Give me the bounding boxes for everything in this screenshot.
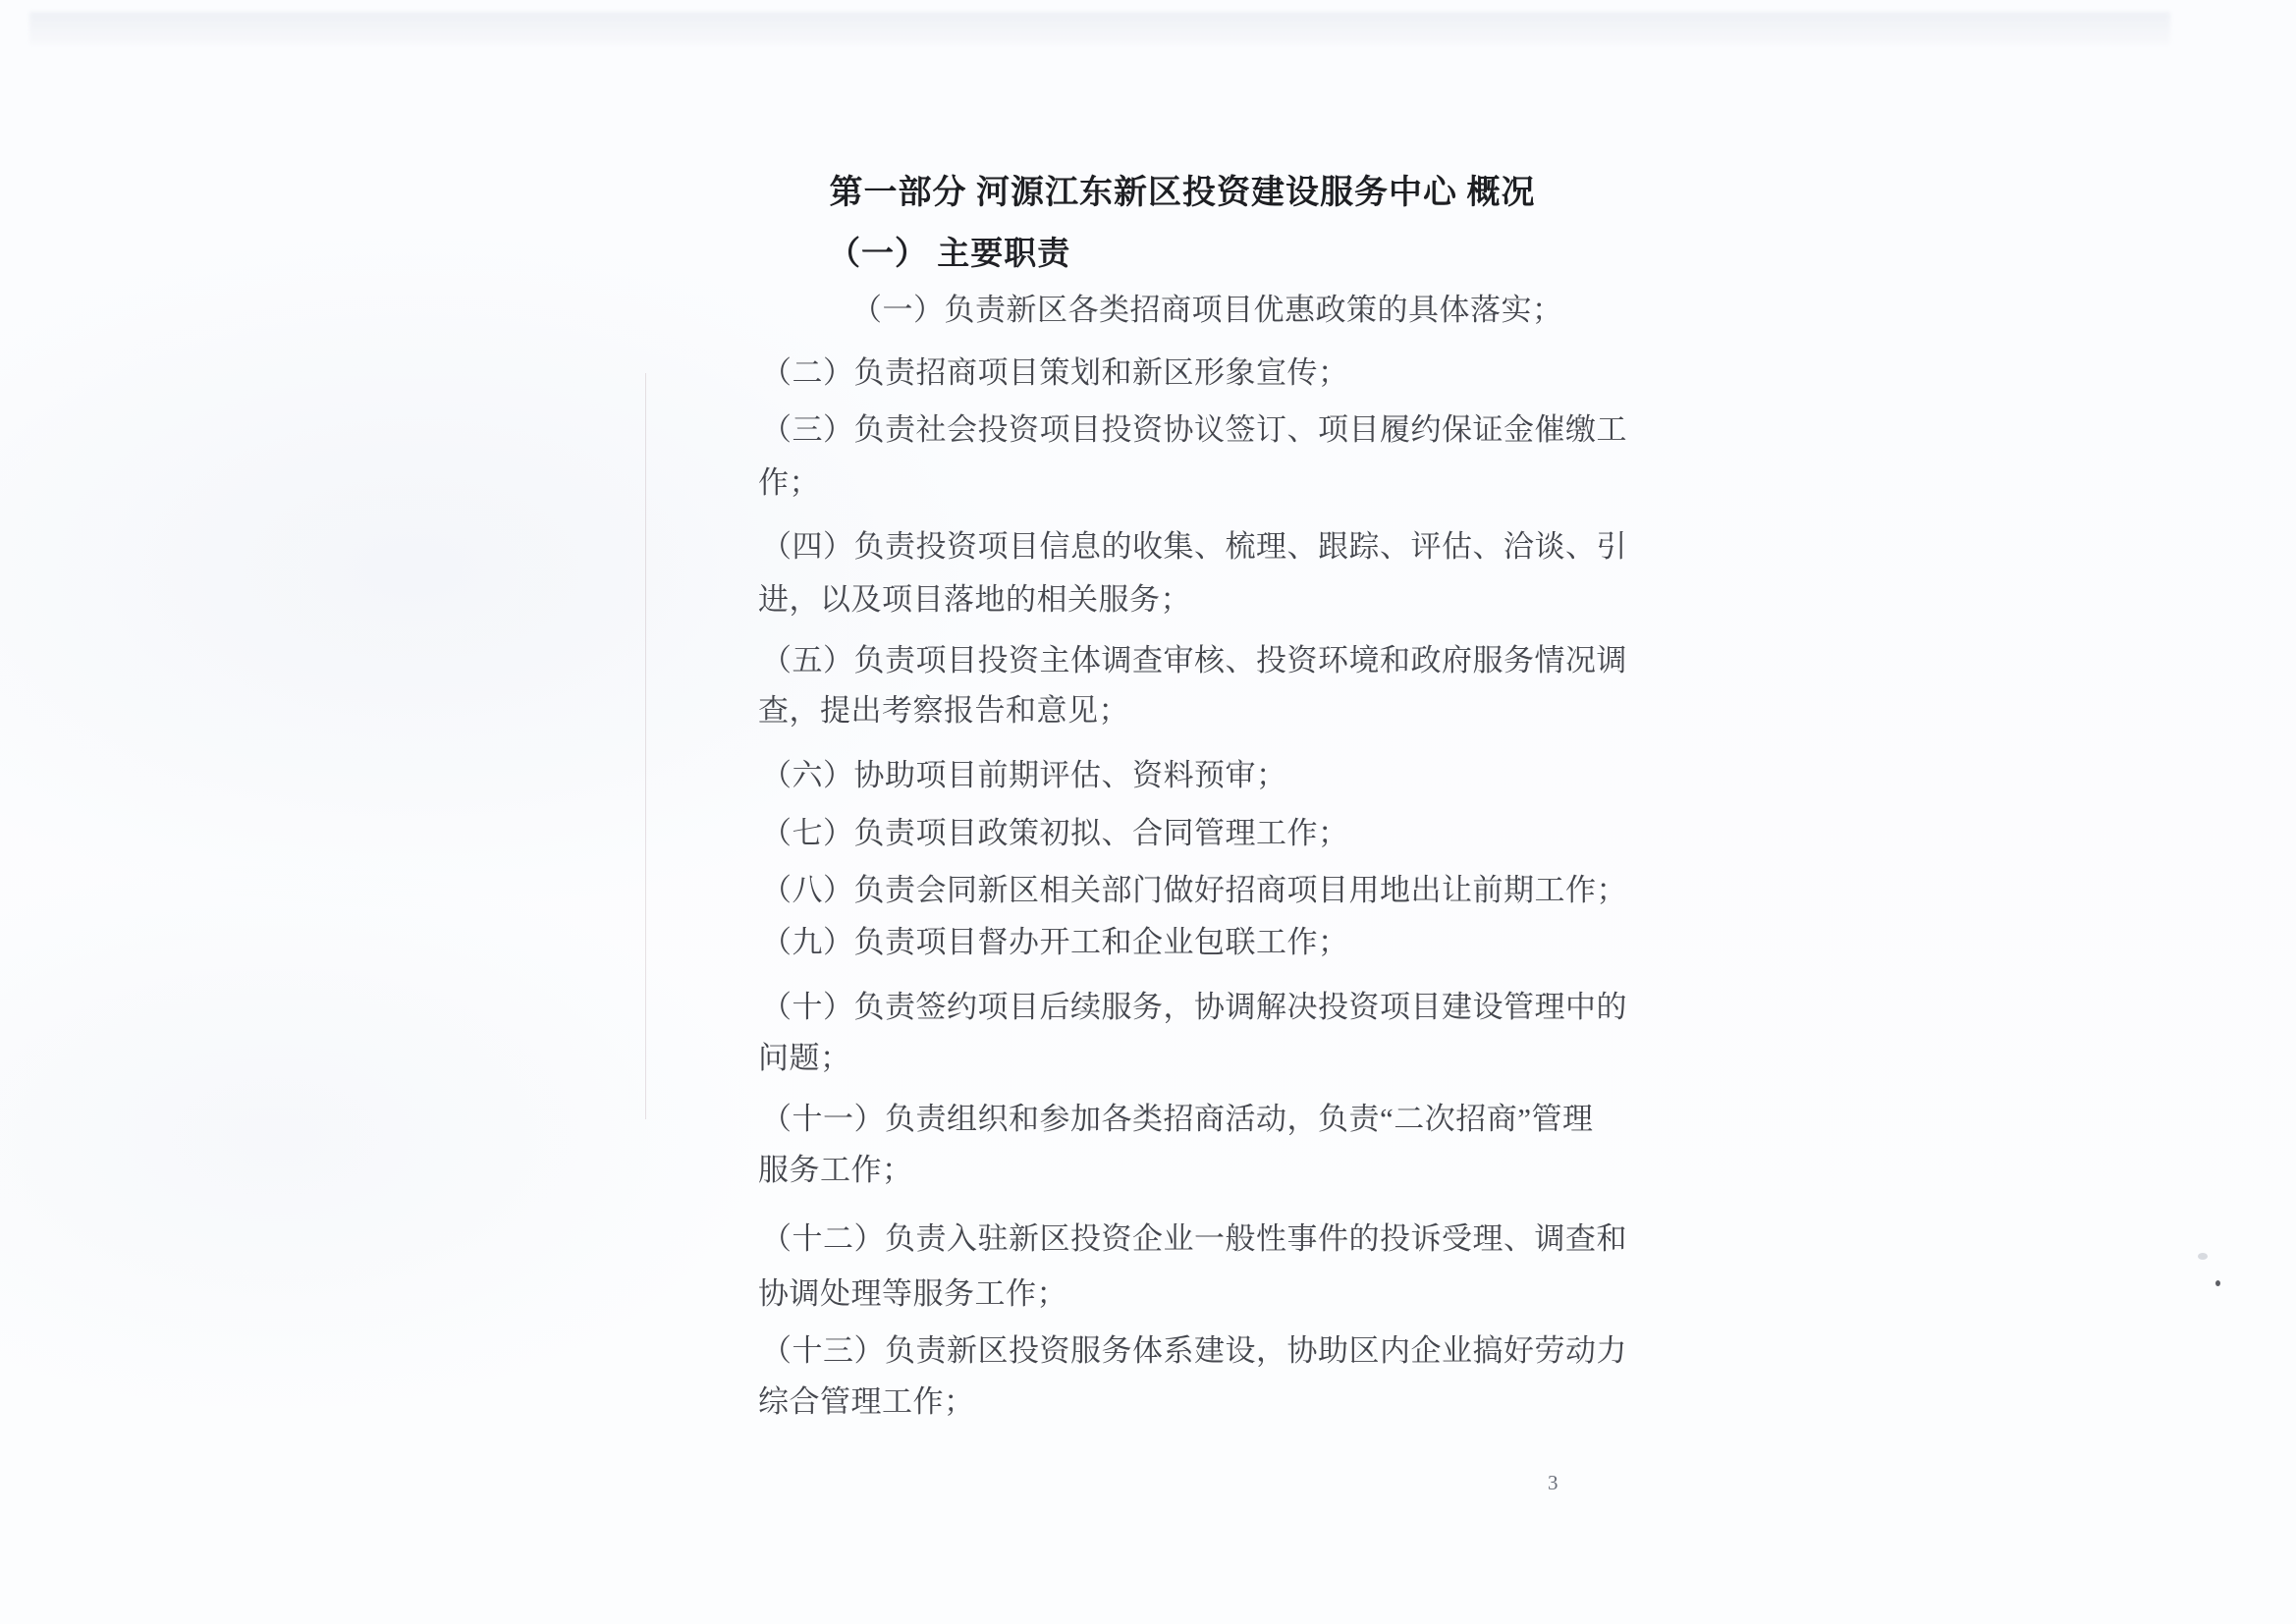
document-line: 问题； bbox=[758, 1041, 851, 1075]
document-line: （十一）负责组织和参加各类招商活动，负责“二次招商”管理 bbox=[761, 1102, 1594, 1136]
document-line: 进，以及项目落地的相关服务； bbox=[758, 582, 1191, 617]
document-line: （十三）负责新区投资服务体系建设，协助区内企业搞好劳动力 bbox=[761, 1333, 1627, 1368]
page-number: 3 bbox=[1548, 1471, 1558, 1494]
document-title: 第一部分 河源江东新区投资建设服务中心 概况 bbox=[829, 175, 1536, 211]
document-line: 查，提出考察报告和意见； bbox=[758, 693, 1129, 728]
document-line: （十）负责签约项目后续服务，协调解决投资项目建设管理中的 bbox=[761, 990, 1627, 1024]
document-line: （六）协助项目前期评估、资料预审； bbox=[761, 758, 1287, 792]
document-line: （三）负责社会投资项目投资协议签订、项目履约保证金催缴工 bbox=[761, 412, 1627, 447]
document-line: （一）负责新区各类招商项目优惠政策的具体落实； bbox=[851, 293, 1563, 327]
document-line: 服务工作； bbox=[758, 1153, 913, 1187]
document-line: （五）负责项目投资主体调查审核、投资环境和政府服务情况调 bbox=[761, 643, 1627, 677]
scan-artifact-vertical-line bbox=[645, 373, 646, 1119]
scan-artifact-speck bbox=[2215, 1280, 2220, 1286]
section-heading: （一） 主要职责 bbox=[828, 237, 1071, 272]
document-line: （四）负责投资项目信息的收集、梳理、跟踪、评估、洽谈、引 bbox=[761, 529, 1627, 564]
document-line: （七）负责项目政策初拟、合同管理工作； bbox=[761, 816, 1349, 850]
document-line: （十二）负责入驻新区投资企业一般性事件的投诉受理、调查和 bbox=[761, 1221, 1627, 1256]
document-line: 协调处理等服务工作； bbox=[758, 1276, 1067, 1311]
document-line: （九）负责项目督办开工和企业包联工作； bbox=[761, 925, 1349, 959]
document-line: （二）负责招商项目策划和新区形象宣传； bbox=[761, 355, 1349, 390]
document-line: 综合管理工作； bbox=[758, 1384, 975, 1419]
scan-artifact-speck bbox=[2198, 1253, 2208, 1260]
scan-artifact-top-band bbox=[29, 12, 2170, 45]
document-line: （八）负责会同新区相关部门做好招商项目用地出让前期工作； bbox=[761, 873, 1627, 907]
document-line: 作； bbox=[758, 465, 820, 500]
